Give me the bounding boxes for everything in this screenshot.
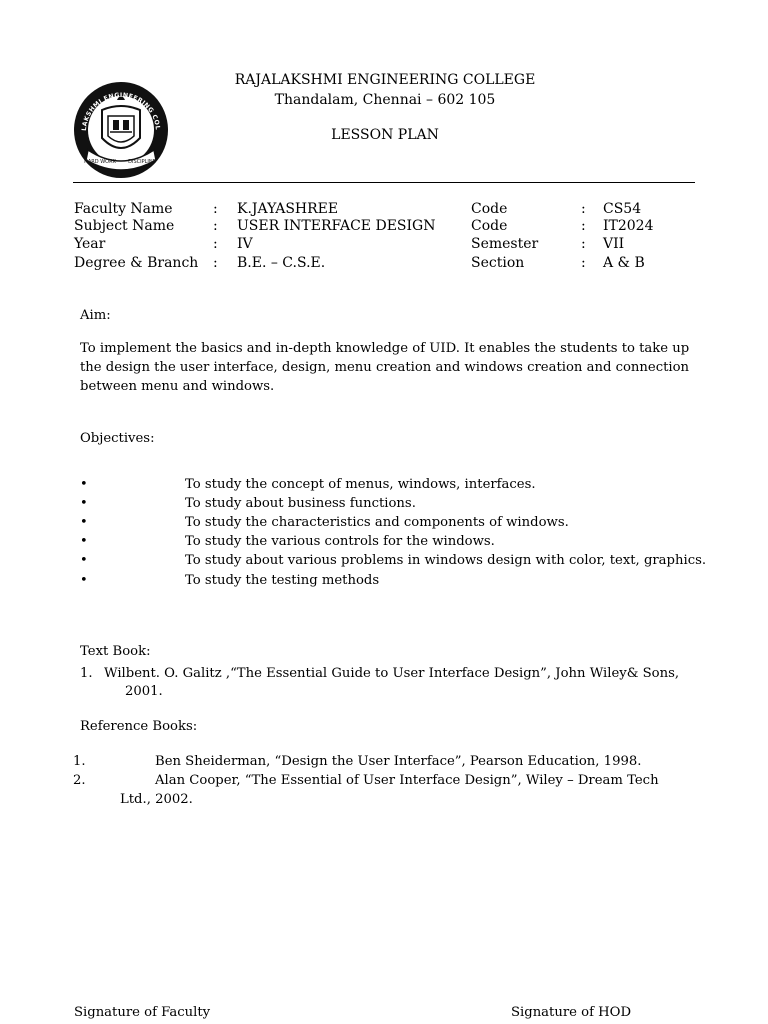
code-value: IT2024 (603, 218, 654, 234)
aim-line: the design the user interface, design, menu creation and windows creation and connection (80, 360, 690, 375)
detail-colon: : (213, 201, 218, 217)
detail-colon: : (581, 255, 586, 271)
reference-number: 2. (73, 773, 86, 788)
bullet-icon: • (80, 496, 88, 511)
objective-item: To study the concept of menus, windows, interfaces. (185, 477, 536, 492)
detail-label: Section (471, 255, 525, 271)
subject-name-value: USER INTERFACE DESIGN (237, 218, 436, 234)
logo-text-right: DISCIPLINE (128, 159, 156, 165)
document-title: LESSON PLAN (331, 127, 439, 143)
text-book-number: 1. (80, 666, 93, 681)
semester-value: VII (603, 236, 625, 252)
bullet-icon: • (80, 477, 88, 492)
year-value: IV (237, 236, 253, 252)
text-book-entry: Wilbent. O. Galitz ,“The Essential Guide to User Interface Design”, John Wiley& Sons, (104, 666, 680, 681)
objectives-heading: Objectives: (80, 431, 155, 446)
objective-item: To study the various controls for the windows. (185, 534, 495, 549)
logo-text-top: LAKSHMI ENGINEERING COL (80, 91, 161, 132)
reference-number: 1. (73, 754, 86, 769)
faculty-signature: Signature of Faculty (74, 1005, 211, 1020)
section-value: A & B (603, 255, 645, 271)
objective-item: To study about business functions. (185, 496, 416, 511)
college-logo (72, 80, 170, 180)
text-book-heading: Text Book: (80, 644, 151, 659)
aim-line: To implement the basics and in-depth knowledge of UID. It enables the students to take up (80, 341, 690, 356)
bullet-icon: • (80, 534, 88, 549)
college-address: Thandalam, Chennai – 602 105 (274, 92, 496, 108)
detail-label: Subject Name (74, 218, 175, 234)
aim-line: between menu and windows. (80, 379, 275, 394)
bullet-icon: • (80, 515, 88, 530)
detail-colon: : (581, 218, 586, 234)
reference-entry: Ben Sheiderman, “Design the User Interface”, Pearson Education, 1998. (155, 754, 642, 769)
detail-label: Faculty Name (74, 201, 173, 217)
detail-colon: : (581, 201, 586, 217)
degree-branch-value: B.E. – C.S.E. (237, 255, 326, 271)
text-book-entry-cont: 2001. (125, 684, 163, 699)
detail-colon: : (213, 236, 218, 252)
hod-signature: Signature of HOD (511, 1005, 632, 1020)
detail-colon: : (213, 218, 218, 234)
detail-label: Semester (471, 236, 539, 252)
detail-colon: : (581, 236, 586, 252)
objective-item: To study about various problems in windows design with color, text, graphics. (185, 553, 707, 568)
logo-text-left: HARD WORK (84, 159, 116, 165)
header-divider (73, 182, 695, 183)
detail-label: Code (471, 218, 508, 234)
reference-entry: Alan Cooper, “The Essential of User Interface Design”, Wiley – Dream Tech (155, 773, 659, 788)
reference-entry-cont: Ltd., 2002. (120, 792, 193, 807)
reference-books-heading: Reference Books: (80, 719, 198, 734)
bullet-icon: • (80, 573, 88, 588)
code-value: CS54 (603, 201, 642, 217)
detail-label: Degree & Branch (74, 255, 199, 271)
objective-item: To study the characteristics and components of windows. (185, 515, 569, 530)
faculty-name-value: K.JAYASHREE (237, 201, 339, 217)
objective-item: To study the testing methods (185, 573, 380, 588)
detail-label: Code (471, 201, 508, 217)
college-name: RAJALAKSHMI ENGINEERING COLLEGE (234, 72, 536, 88)
detail-colon: : (213, 255, 218, 271)
detail-label: Year (74, 236, 106, 252)
aim-heading: Aim: (80, 308, 111, 323)
bullet-icon: • (80, 553, 88, 568)
